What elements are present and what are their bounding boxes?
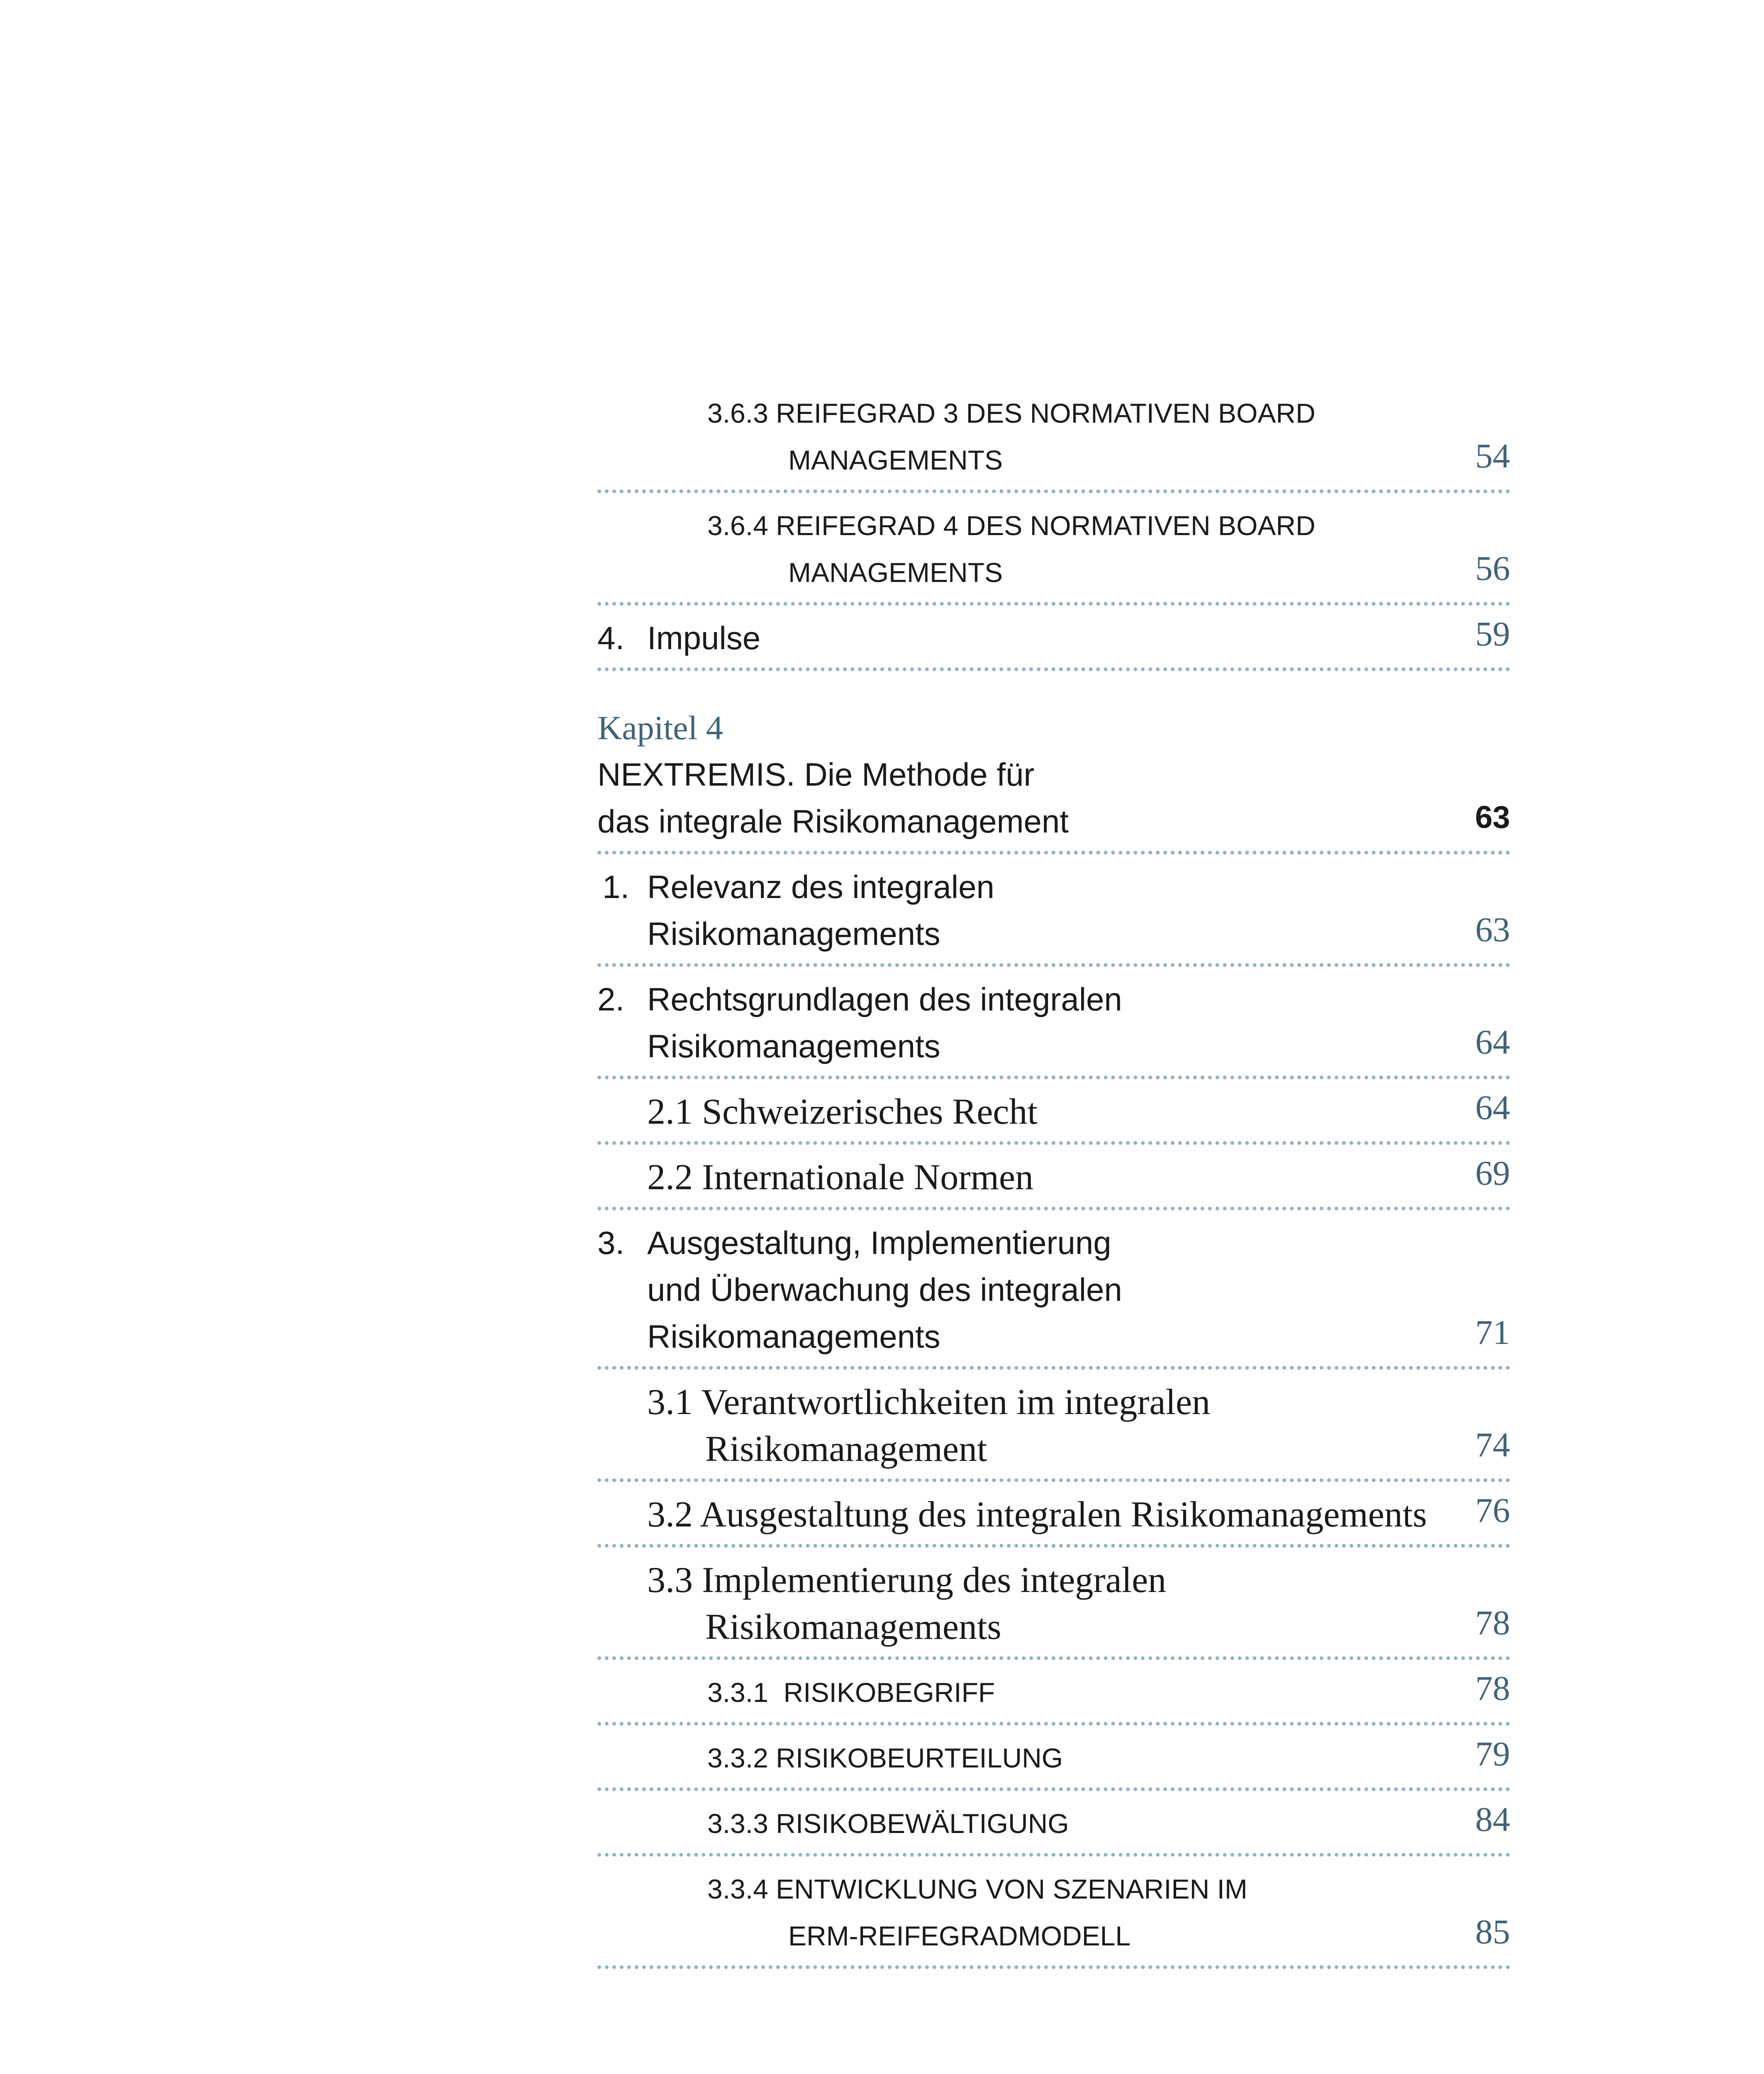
chapter-label: Kapitel 4 [597,709,723,747]
toc-entry-title: Relevanz des integralen [647,869,994,905]
toc-entry-title: 3.6.3 REIFEGRAD 3 DES NORMATIVEN BOARD [707,398,1316,428]
toc-entry-title: 3.3.3 RISIKOBEWÄLTIGUNG [707,1808,1069,1839]
toc-entry-1[interactable] [597,864,1510,967]
chapter-title-cont: das integrale Risikomanagement [597,803,1069,840]
toc-entry-3-3-1[interactable] [597,1669,1510,1726]
toc-entry-2-2[interactable] [597,1154,1510,1210]
toc-page-number: 79 [1475,1735,1510,1773]
toc-entry-title-cont: Risikomanagements [705,1607,1001,1647]
toc-page-number: 76 [1475,1491,1510,1530]
toc-page-number: 84 [1475,1800,1510,1839]
toc-entry-title-cont: und Überwachung des integralen [647,1271,1122,1308]
toc-page-number: 64 [1475,1023,1510,1061]
toc-page-number: 59 [1475,615,1510,653]
toc-entry-3-6-3[interactable] [597,390,1510,493]
toc-entry-title: 3.2 Ausgestaltung des integralen Risikomanagements [647,1495,1427,1535]
toc-entry-3-3-3[interactable] [597,1800,1510,1857]
toc-entry-3-1[interactable] [597,1379,1510,1482]
toc-entry-3[interactable] [597,1220,1510,1370]
toc-entry-title: Impulse [647,620,761,656]
toc-entry-title-cont: Risikomanagements [647,915,940,952]
chapter-title: NEXTREMIS. Die Methode für [597,756,1035,793]
toc-entry-title-cont: Risikomanagement [705,1429,987,1469]
toc-entry-number: 3. [597,1224,625,1261]
toc-entry-title: 2.1 Schweizerisches Recht [647,1092,1038,1132]
toc-entry-3-3-4[interactable] [597,1866,1510,1969]
toc-page-number: 64 [1475,1088,1510,1127]
toc-entry-title: 3.3.2 RISIKOBEURTEILUNG [707,1743,1063,1773]
toc-entry-3-2[interactable] [597,1491,1510,1548]
toc-page-number: 54 [1475,437,1510,475]
toc-entry-2-1[interactable] [597,1088,1510,1145]
toc-page-number: 85 [1475,1913,1510,1951]
toc-entry-title: 2.2 Internationale Normen [647,1157,1034,1198]
toc-page-number: 74 [1475,1426,1510,1464]
toc-entry-3-3[interactable] [597,1557,1510,1660]
toc-entry-title-cont: MANAGEMENTS [788,445,1003,475]
toc-entry-title-cont: ERM-REIFEGRADMODELL [788,1921,1131,1951]
toc-page-number: 78 [1475,1669,1510,1708]
toc-page-number: 63 [1475,910,1510,949]
toc-page-number: 69 [1475,1154,1510,1193]
table-of-contents [597,390,1510,1978]
toc-page-number: 71 [1475,1313,1510,1352]
toc-entry-3-3-2[interactable] [597,1735,1510,1791]
toc-page-number: 63 [1475,800,1510,835]
toc-entry-title-cont: Risikomanagements [647,1318,940,1355]
toc-entry-number: 1. [602,869,630,905]
toc-entry-number: 4. [597,620,625,656]
toc-entry-title: 3.3 Implementierung des integralen [647,1560,1167,1600]
toc-entry-title: 3.6.4 REIFEGRAD 4 DES NORMATIVEN BOARD [707,510,1316,541]
toc-entry-number: 2. [597,981,625,1018]
toc-entry-title: 3.1 Verantwortlichkeiten im integralen [647,1382,1211,1422]
toc-entry-2[interactable] [597,976,1510,1079]
toc-page-number: 78 [1475,1604,1510,1642]
toc-page-number: 56 [1475,549,1510,588]
toc-entry-4[interactable] [597,615,1510,671]
toc-entry-title: Rechtsgrundlagen des integralen [647,981,1122,1018]
toc-entry-3-6-4[interactable] [597,502,1510,606]
toc-entry-title-cont: Risikomanagements [647,1028,940,1064]
toc-entry-title: 3.3.4 ENTWICKLUNG VON SZENARIEN IM [707,1874,1247,1904]
toc-entry-title: Ausgestaltung, Implementierung [647,1224,1111,1261]
toc-chapter-4[interactable] [597,751,1510,854]
toc-entry-title-cont: MANAGEMENTS [788,557,1003,588]
toc-entry-title: 3.3.1 RISIKOBEGRIFF [707,1677,995,1708]
